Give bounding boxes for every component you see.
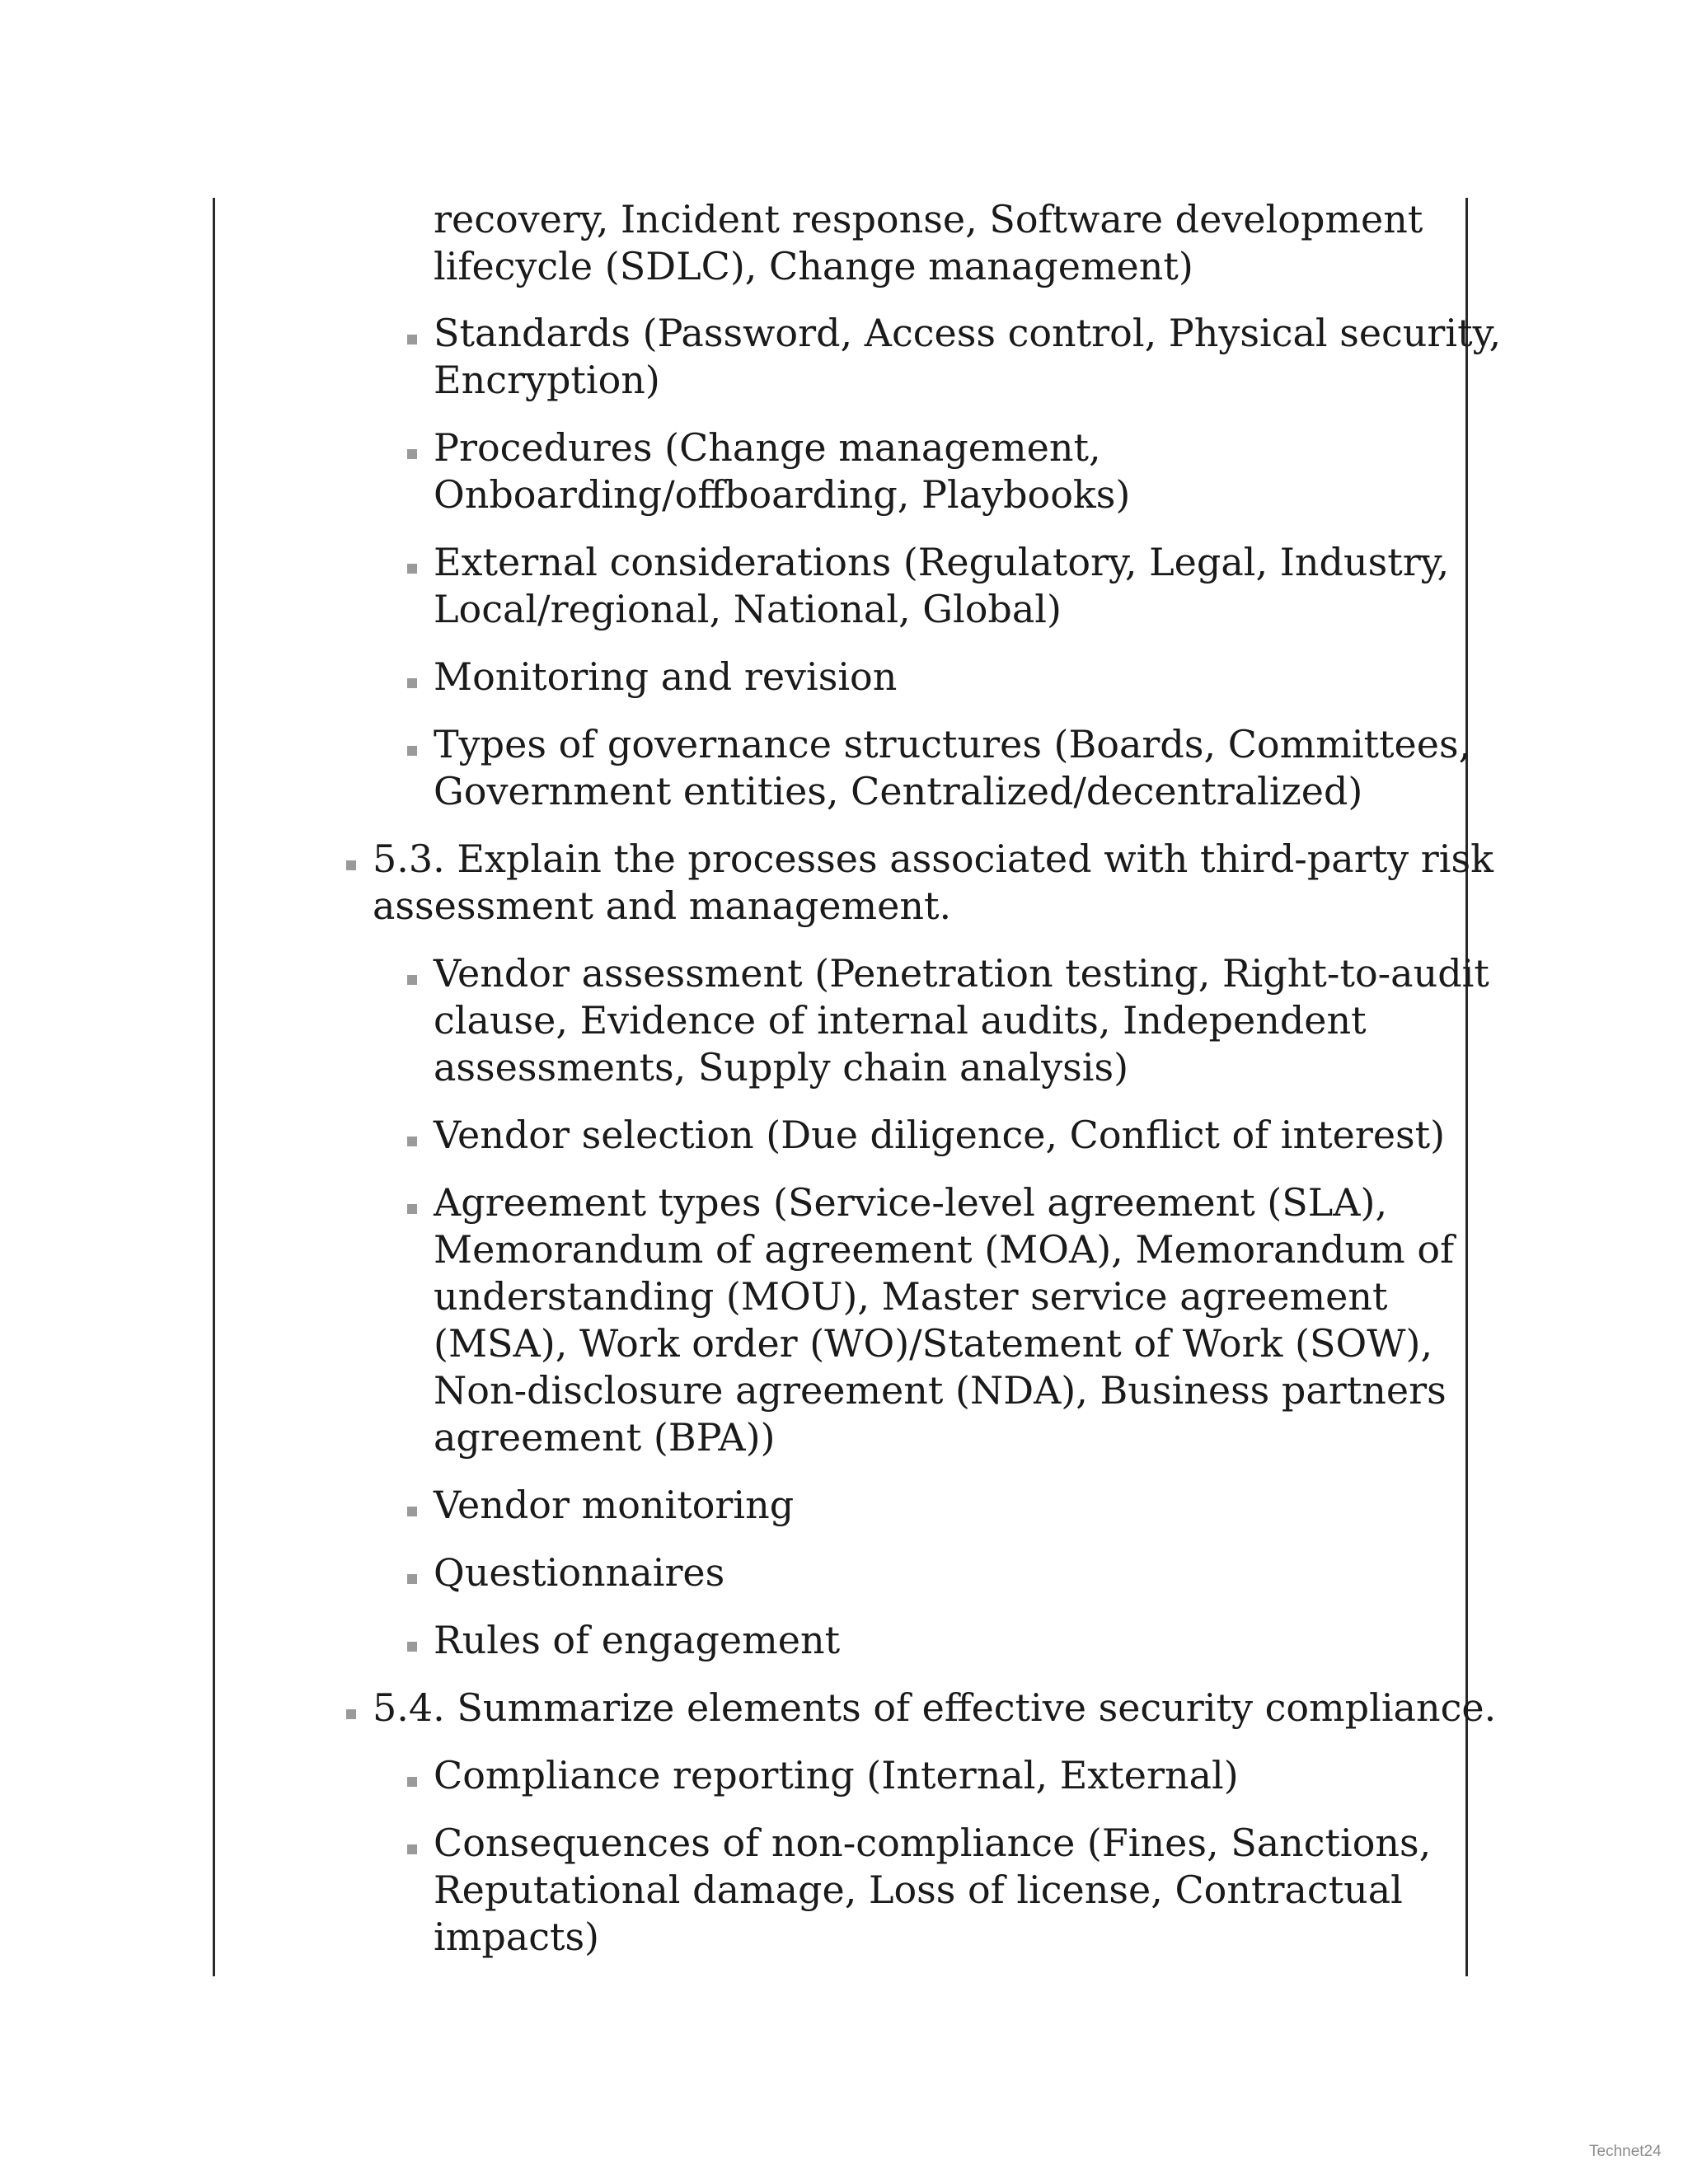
text-line: agreement (BPA)) bbox=[434, 1415, 776, 1460]
list-item bbox=[434, 1752, 1239, 1799]
square-bullet-icon bbox=[407, 975, 417, 985]
text-line: Rules of engagement bbox=[434, 1618, 841, 1662]
text-line: Vendor monitoring bbox=[434, 1483, 795, 1527]
text-line: Procedures (Change management, bbox=[434, 425, 1101, 470]
text-line: recovery, Incident response, Software development bbox=[434, 197, 1423, 241]
text-line: Onboarding/offboarding, Playbooks) bbox=[434, 472, 1131, 517]
square-bullet-icon bbox=[407, 678, 417, 688]
square-bullet-icon bbox=[407, 746, 417, 756]
list-item bbox=[434, 1112, 1445, 1159]
text-line: clause, Evidence of internal audits, Independent bbox=[434, 998, 1367, 1043]
square-bullet-icon bbox=[407, 1137, 417, 1146]
list-item bbox=[434, 1820, 1431, 1961]
list-item bbox=[434, 721, 1470, 815]
text-line: Vendor assessment (Penetration testing, Right-to-audit bbox=[434, 951, 1489, 996]
text-line: Memorandum of agreement (MOA), Memorandum of bbox=[434, 1227, 1455, 1272]
text-line: (MSA), Work order (WO)/Statement of Work (SOW), bbox=[434, 1321, 1433, 1366]
text-line: Local/regional, National, Global) bbox=[434, 587, 1062, 631]
text-line: 5.3. Explain the processes associated with third-party risk bbox=[373, 837, 1493, 881]
square-bullet-icon bbox=[407, 1844, 417, 1854]
text-line: impacts) bbox=[434, 1915, 600, 1959]
text-line: Encryption) bbox=[434, 358, 660, 402]
square-bullet-icon bbox=[407, 564, 417, 574]
section-heading-5-4 bbox=[373, 1685, 1496, 1732]
list-item bbox=[434, 424, 1130, 518]
continuation-text bbox=[434, 196, 1423, 290]
list-item bbox=[434, 950, 1489, 1091]
square-bullet-icon bbox=[407, 335, 417, 344]
text-line: Questionnaires bbox=[434, 1550, 725, 1595]
text-line: Monitoring and revision bbox=[434, 654, 898, 699]
text-line: 5.4. Summarize elements of effective security compliance. bbox=[373, 1685, 1497, 1730]
square-bullet-icon bbox=[346, 1709, 356, 1719]
square-bullet-icon bbox=[346, 860, 356, 870]
square-bullet-icon bbox=[407, 449, 417, 459]
footer-watermark: Technet24 bbox=[1589, 2143, 1662, 2160]
list-item bbox=[434, 1179, 1454, 1461]
list-item bbox=[434, 1617, 840, 1664]
list-item bbox=[434, 654, 897, 701]
list-item bbox=[434, 1549, 724, 1596]
text-line: assessment and management. bbox=[373, 883, 952, 928]
text-line: Types of governance structures (Boards, Committees, bbox=[434, 722, 1471, 766]
text-line: lifecycle (SDLC), Change management) bbox=[434, 244, 1193, 288]
text-line: Vendor selection (Due diligence, Conflict of interest) bbox=[434, 1113, 1446, 1157]
section-heading-5-3 bbox=[373, 836, 1493, 930]
text-line: Consequences of non-compliance (Fines, Sanctions, bbox=[434, 1821, 1432, 1865]
text-line: Reputational damage, Loss of license, Contractual bbox=[434, 1868, 1403, 1912]
text-line: understanding (MOU), Master service agreement bbox=[434, 1274, 1388, 1319]
square-bullet-icon bbox=[407, 1574, 417, 1584]
list-item bbox=[434, 539, 1449, 633]
square-bullet-icon bbox=[407, 1642, 417, 1652]
text-line: Non-disclosure agreement (NDA), Business partners bbox=[434, 1368, 1447, 1413]
list-item bbox=[434, 1482, 794, 1529]
text-line: Government entities, Centralized/decentralized) bbox=[434, 769, 1363, 813]
text-line: assessments, Supply chain analysis) bbox=[434, 1045, 1129, 1090]
text-line: Compliance reporting (Internal, External) bbox=[434, 1753, 1239, 1797]
text-line: Standards (Password, Access control, Physical security, bbox=[434, 311, 1502, 355]
text-line: Agreement types (Service-level agreement (SLA), bbox=[434, 1180, 1388, 1225]
square-bullet-icon bbox=[407, 1204, 417, 1214]
square-bullet-icon bbox=[407, 1777, 417, 1787]
square-bullet-icon bbox=[407, 1507, 417, 1516]
list-item bbox=[434, 310, 1501, 404]
text-line: External considerations (Regulatory, Legal, Industry, bbox=[434, 540, 1450, 584]
